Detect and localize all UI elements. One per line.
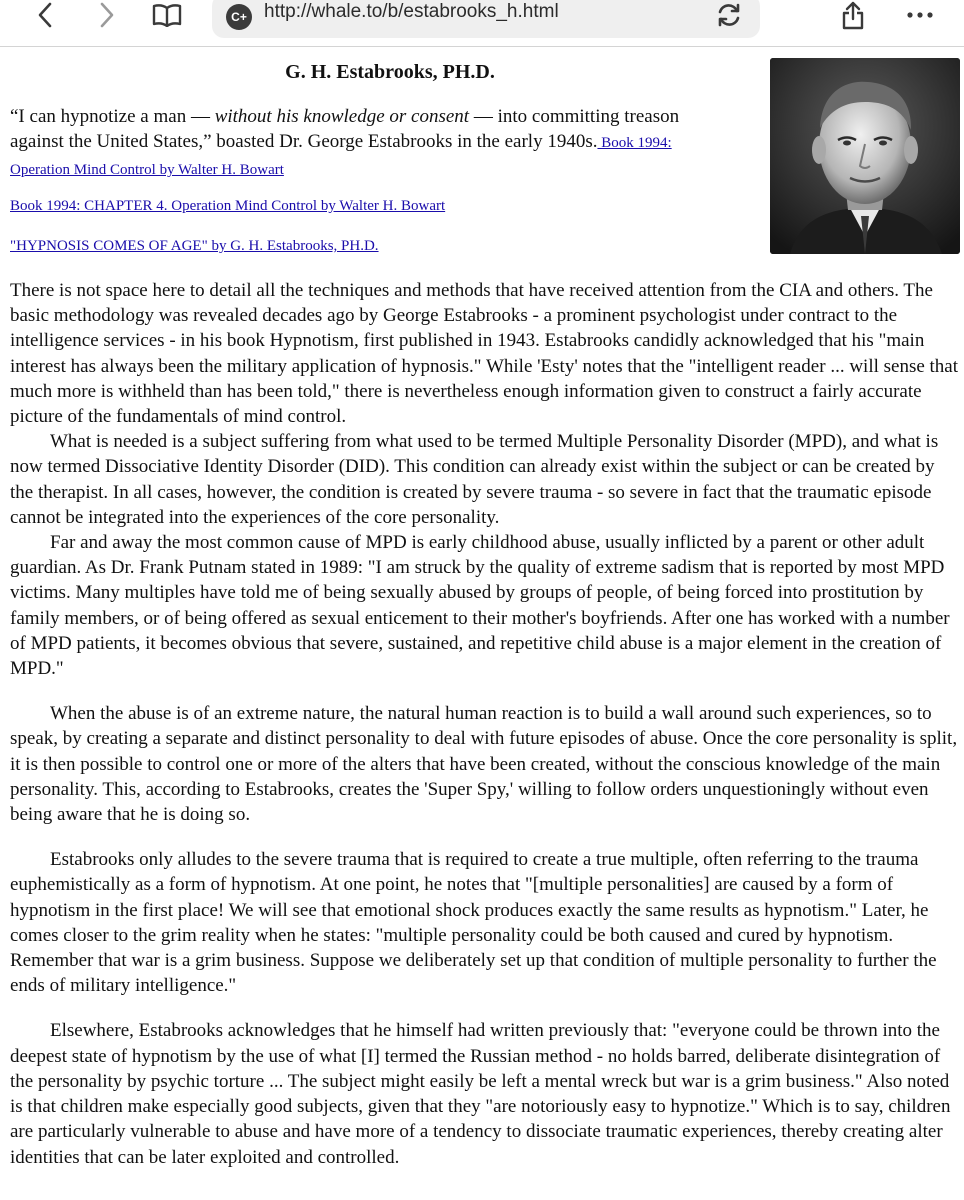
quote-close: — into committing treason against the United States,” boasted Dr. George Estabrooks in the early 1940s. [10,106,680,152]
more-icon [906,11,934,19]
book-link-bowart[interactable]: Book 1994: Operation Mind Control by Walter H. Bowart [10,135,672,178]
link-line-hypnosis [10,236,379,256]
paragraph-2: What is needed is a subject suffering from what used to be termed Multiple Personality Disorder (MPD), and what is now termed Dissociative Identity Disorder (DID). This condition can already exist within the subject or can be created by the therapist. In all cases, however, the condition is created by severe trauma - so severe in fact that the traumatic episode cannot be integrated into the experiences of the core personality. [10,431,939,528]
reader-button[interactable] [150,0,184,30]
quote-italic: without his knowledge or consent [214,106,470,127]
share-icon [841,0,865,30]
quote-open: “I can hypnotize a man — [10,106,215,127]
address-bar[interactable] [212,0,760,38]
paragraph-5: Estabrooks only alludes to the severe trauma that is required to create a true multiple, often referring to the trauma euphemistically as a form of hypnotism. At one point, he notes that "[multiple personalities] are caused by a form of hypnotism in the first place! We will see that emotional shock produces exactly the same results as hypnotism." Later, he comes closer to the grim reality when he states: "multiple personality could be both caused and cured by hypnotism. Remember that war is a grim business. Suppose we deliberately set up that condition of multiple personality to further the ends of military intelligence." [10,849,937,997]
reload-button[interactable] [714,2,744,32]
site-icon: C+ [226,4,252,30]
paragraph-6: Elsewhere, Estabrooks acknowledges that he himself had written previously that: "everyone could be thrown into the deepest state of hypnotism by the use of what [I] termed the Russian method - no holds barred, deliberate disintegration of the personality by psychic torture ... The subject might easily be left a mental wreck but war is a grim business." Also noted is that children make especially good subjects, given that they "are notoriously easy to hypnotize." Which is to say, children are particularly vulnerable to abuse and have more of a tendency to dissociate traumatic experiences, thereby creating alter identities that can be later exploited and controlled. [10,1020,951,1168]
paragraph-4: When the abuse is of an extreme nature, the natural human reaction is to build a wall around such experiences, so to speak, by creating a separate and distinct personality to deal with future episodes of abuse. Once the core personality is split, it is then possible to control one or more of the alters that have been created, without the conscious knowledge of the main personality. This, according to Estabrooks, creates the 'Super Spy,' willing to follow orders unquestioningly without even being aware that he is doing so. [10,703,958,826]
reader-icon [152,3,182,27]
page-title: G. H. Estabrooks, PH.D. [285,61,495,83]
share-button[interactable] [836,0,870,30]
article-body [10,278,960,1170]
hypnosis-article-link[interactable]: "HYPNOSIS COMES OF AGE" by G. H. Estabrooks, PH.D. [10,238,379,254]
back-button[interactable] [30,0,60,30]
chapter4-link[interactable]: Book 1994: CHAPTER 4. Operation Mind Control by Walter H. Bowart [10,198,446,214]
paragraph-3: Far and away the most common cause of MPD is early childhood abuse, usually inflicted by a parent or other adult guardian. As Dr. Frank Putnam stated in 1989: "I am struck by the quality of extreme sadism that is reported by most MPD victims. Many multiples have told me of being sexually abused by groups of people, of being forced into prostitution by family members, or of being offered as sexual enticement to their mother's boyfriends. After one has worked with a number of MPD patients, it becomes obvious that severe, sustained, and repetitive child abuse is a major element in the creation of MPD." [10,532,950,680]
intro-quote [10,104,728,183]
link-line-chapter [10,196,445,216]
reload-icon [715,2,743,33]
url-text[interactable]: http://whale.to/b/estabrooks_h.html [264,1,559,22]
browser-toolbar [0,0,964,47]
back-icon [37,2,53,28]
more-button[interactable] [902,0,938,30]
forward-icon [99,2,115,28]
forward-button[interactable] [92,0,122,30]
paragraph-1: There is not space here to detail all the techniques and methods that have received attention from the CIA and others. The basic methodology was revealed decades ago by George Estabrooks - a prominent psychologist under contract to the intelligence services - in his book Hypnotism, first published in 1943. Estabrooks candidly acknowledged that his "main interest has always been the military application of hypnosis." While 'Esty' notes that the "intelligent reader ... will sense that much more is withheld than has been told," there is nevertheless enough information given to construct a fairly accurate picture of the fundamentals of mind control. [10,280,959,428]
portrait-photo [770,58,960,254]
